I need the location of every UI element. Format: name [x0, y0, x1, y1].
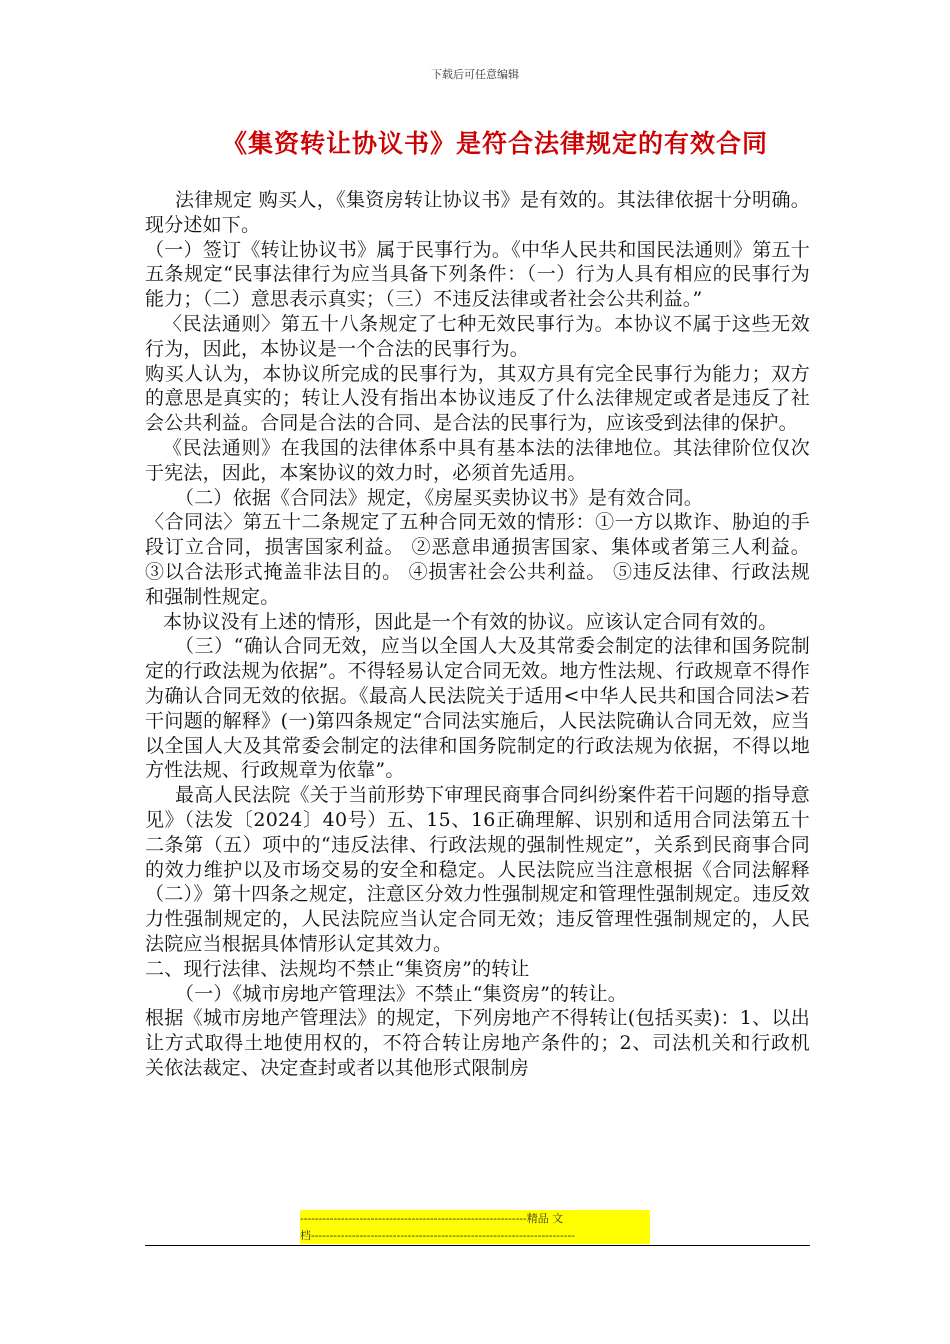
paragraph: （二）依据《合同法》规定，《房屋买卖协议书》是有效合同。 [175, 486, 704, 509]
paragraph: 〈民法通则〉第五十八条规定了七种无效民事行为。本协议不属于这些无效行为，因此，本协议是一个合法的民事行为。 [145, 312, 810, 360]
paragraph: 〈合同法〉第五十二条规定了五种合同无效的情形：①一方以欺诈、胁迫的手段订立合同，损害国家利益。 ②恶意串通损害国家、集体或者第三人利益。 ③以合法形式掩盖非法目的。 ④损害社会公共利益。 ⑤违反法律、行政法规和强制性规定。 [145, 511, 810, 608]
paragraph: 本协议没有上述的情形，因此是一个有效的协议。应该认定合同有效的。 [163, 610, 778, 633]
paragraph: 购买人认为，本协议所完成的民事行为，其双方具有完全民事行为能力；双方的意思是真实的；转让人没有指出本协议违反了什么法律规定或者是违反了社会公共利益。合同是合法的合同、是合法的民事行为，应该受到法律的保护。 [145, 362, 810, 435]
document-title: 《集资转让协议书》是符合法律规定的有效合同 [221, 129, 768, 158]
section-heading: 二、现行法律、法规均不禁止“集资房”的转让 [145, 957, 530, 980]
paragraph: 最高人民法院《关于当前形势下审理民商事合同纠纷案件若干问题的指导意见》（法发〔2024〕40号）五、15、16正确理解、识别和适用合同法第五十二条第（五）项中的“违反法律、行政法规的强制性规定”，关系到民商事合同的效力维护以及市场交易的安全和稳定。人民法院应当注意根据《合同法解释（二）》第十四条之规定，注意区分效力性强制规定和管理性强制规定。违反效力性强制规定的，人民法院应当认定合同无效；违反管理性强制规定的，人民法院应当根据具体情形认定其效力。 [145, 784, 810, 955]
subsection-heading: （一）《城市房地产管理法》不禁止“集资房”的转让。 [175, 982, 627, 1005]
footer-divider [145, 1245, 810, 1246]
paragraph: （三）“确认合同无效，应当以全国人大及其常委会制定的法律和国务院制定的行政法规为依据”。不得轻易认定合同无效。地方性法规、行政规章不得作为确认合同无效的依据。《最高人民法院关于适用<中华人民共和国合同法>若干问题的解释》(一)第四条规定“合同法实施后，人民法院确认合同无效，应当以全国人大及其常委会制定的法律和国务院制定的行政法规为依据，不得以地方性法规、行政规章为依靠”。 [145, 635, 810, 782]
paragraph: 根据《城市房地产管理法》的规定，下列房地产不得转让(包括买卖)：1、以出让方式取得土地使用权的，不符合转让房地产条件的；2、司法机关和行政机关依法裁定、决定查封或者以其他形式限制房 [145, 1007, 810, 1079]
footer-watermark-line: 档----------------------------------------------------------------------- [300, 1229, 575, 1242]
document-body [145, 188, 810, 1081]
paragraph: （一）签订《转让协议书》属于民事行为。《中华人民共和国民法通则》第五十五条规定“民事法律行为应当具备下列条件：（一）行为人具有相应的民事行为能力；（二）意思表示真实；（三）不违反法律或者社会公共利益。” [145, 238, 810, 311]
footer-watermark [300, 1210, 650, 1244]
paragraph: 《民法通则》在我国的法律体系中具有基本法的法律地位。其法律阶位仅次于宪法，因此，本案协议的效力时，必须首先适用。 [145, 436, 810, 484]
footer-watermark-line: -------------------------------------------------------------精品 文 [300, 1212, 564, 1225]
page-header-note: 下载后可任意编辑 [431, 68, 519, 81]
paragraph: 法律规定 购买人，《集资房转让协议书》是有效的。其法律依据十分明确。现分述如下。 [145, 189, 810, 236]
